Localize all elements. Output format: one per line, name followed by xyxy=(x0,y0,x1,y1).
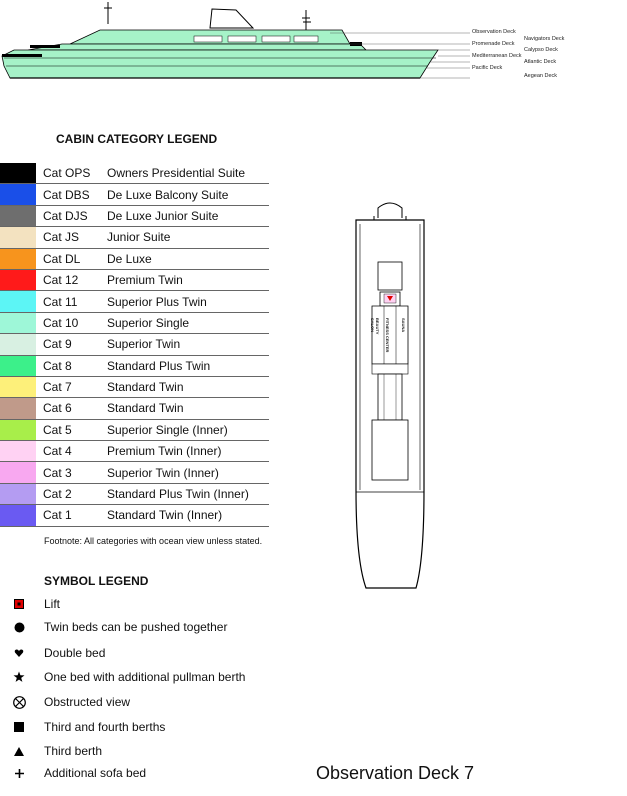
cabin-category-row xyxy=(0,270,269,291)
category-name: Superior Twin (Inner) xyxy=(107,465,219,480)
category-code: Cat DL xyxy=(43,251,81,266)
category-code: Cat 8 xyxy=(43,358,72,373)
symbol-legend-row xyxy=(0,742,102,760)
room-label-fitness-center: FITNESS CENTER xyxy=(385,318,390,353)
category-color-swatch xyxy=(0,484,36,504)
cabin-category-row xyxy=(0,334,269,355)
category-color-swatch xyxy=(0,291,36,311)
category-name: Standard Plus Twin (Inner) xyxy=(107,487,249,502)
category-color-swatch xyxy=(0,184,36,204)
category-code: Cat 4 xyxy=(43,444,72,459)
category-color-swatch xyxy=(0,270,36,290)
plus-icon xyxy=(0,769,38,778)
deck-label-navigators: Navigators Deck xyxy=(524,36,565,42)
category-name: Owners Presidential Suite xyxy=(107,166,246,181)
symbol-legend-row xyxy=(0,644,105,662)
category-name: Junior Suite xyxy=(107,230,171,245)
symbol-legend-row xyxy=(0,618,227,636)
legend-footnote: Footnote: All categories with ocean view unless stated. xyxy=(44,536,263,546)
category-code: Cat 9 xyxy=(43,337,72,352)
symbol-legend-row xyxy=(0,595,60,613)
triangle-icon xyxy=(0,747,38,756)
category-color-swatch xyxy=(0,462,36,482)
heart-icon xyxy=(0,648,38,658)
cabin-category-row xyxy=(0,291,269,312)
category-name: De Luxe Junior Suite xyxy=(107,208,219,223)
cabin-category-row xyxy=(0,249,269,270)
cabin-category-row xyxy=(0,441,269,462)
category-name: De Luxe Balcony Suite xyxy=(107,187,229,202)
deck-label-pacific: Pacific Deck xyxy=(472,65,503,71)
category-code: Cat 11 xyxy=(43,294,78,309)
deck-label-mediterranean: Mediterranean Deck xyxy=(472,53,522,59)
circled-x-icon xyxy=(0,696,38,709)
symbol-label: One bed with additional pullman berth xyxy=(44,670,246,684)
square-icon xyxy=(0,722,38,732)
symbol-legend-row xyxy=(0,693,130,711)
category-name: Superior Single xyxy=(107,315,190,330)
category-name: Superior Twin xyxy=(107,337,181,352)
category-code: Cat JS xyxy=(43,230,80,245)
cabin-category-row xyxy=(0,462,269,483)
cabin-category-row xyxy=(0,184,269,205)
deck-label-calypso: Calypso Deck xyxy=(524,47,558,53)
category-color-swatch xyxy=(0,313,36,333)
cabin-legend-title: CABIN CATEGORY LEGEND xyxy=(56,132,218,146)
category-name: Standard Twin xyxy=(107,401,184,416)
symbol-legend-row xyxy=(0,718,165,736)
ship-profile-diagram xyxy=(0,0,470,90)
category-name: Standard Twin xyxy=(107,380,184,395)
deck-label-observation: Observation Deck xyxy=(472,29,516,35)
room-label-sauna: SAUNA xyxy=(401,318,406,333)
cabin-category-row xyxy=(0,420,269,441)
deck-label-promenade: Promenade Deck xyxy=(472,41,515,47)
category-name: Superior Plus Twin xyxy=(107,294,207,309)
category-name: Premium Twin (Inner) xyxy=(107,444,222,459)
category-color-swatch xyxy=(0,163,36,183)
symbol-label: Additional sofa bed xyxy=(44,766,147,780)
category-name: Standard Plus Twin xyxy=(107,358,211,373)
category-color-swatch xyxy=(0,420,36,440)
category-name: De Luxe xyxy=(107,251,152,266)
category-name: Premium Twin xyxy=(107,273,183,288)
star-icon xyxy=(0,671,38,683)
category-code: Cat 12 xyxy=(43,273,79,288)
category-color-swatch xyxy=(0,206,36,226)
room-label-beauty-salon: BEAUTY SALON xyxy=(370,318,380,335)
symbol-legend-row xyxy=(0,668,245,686)
category-name: Standard Twin (Inner) xyxy=(107,508,223,523)
cabin-category-row xyxy=(0,163,269,184)
cabin-category-row xyxy=(0,377,269,398)
symbol-label: Third and fourth berths xyxy=(44,720,166,734)
category-code: Cat 5 xyxy=(43,422,72,437)
cabin-category-row xyxy=(0,206,269,227)
symbol-label: Third berth xyxy=(44,744,103,758)
cabin-category-row xyxy=(0,484,269,505)
category-code: Cat OPS xyxy=(43,166,91,181)
category-color-swatch xyxy=(0,398,36,418)
cabin-category-row xyxy=(0,505,269,526)
cabin-legend xyxy=(0,163,269,527)
symbol-legend-title: SYMBOL LEGEND xyxy=(44,574,149,588)
cabin-category-row xyxy=(0,398,269,419)
category-code: Cat 3 xyxy=(43,465,72,480)
category-name: Superior Single (Inner) xyxy=(107,422,228,437)
category-color-swatch xyxy=(0,249,36,269)
category-code: Cat 1 xyxy=(43,508,72,523)
symbol-label: Twin beds can be pushed together xyxy=(44,620,228,634)
category-color-swatch xyxy=(0,377,36,397)
category-code: Cat 10 xyxy=(43,315,79,330)
symbol-legend-row xyxy=(0,764,146,782)
page-title: Observation Deck 7 xyxy=(316,763,475,783)
symbol-label: Double bed xyxy=(44,646,106,660)
category-color-swatch xyxy=(0,227,36,247)
cabin-category-row xyxy=(0,313,269,334)
deck-plan-diagram xyxy=(350,200,440,595)
category-code: Cat 7 xyxy=(43,380,72,395)
category-code: Cat 2 xyxy=(43,487,72,502)
category-color-swatch xyxy=(0,505,36,525)
category-code: Cat 6 xyxy=(43,401,72,416)
category-color-swatch xyxy=(0,334,36,354)
category-color-swatch xyxy=(0,356,36,376)
deck-label-atlantic: Atlantic Deck xyxy=(524,59,557,65)
cabin-category-row xyxy=(0,356,269,377)
category-code: Cat DJS xyxy=(43,208,88,223)
circle-icon xyxy=(0,622,38,633)
category-color-swatch xyxy=(0,441,36,461)
lift-icon xyxy=(0,599,38,609)
cabin-category-row xyxy=(0,227,269,248)
symbol-label: Obstructed view xyxy=(44,695,131,709)
deck-label-aegean: Aegean Deck xyxy=(524,73,558,79)
symbol-label: Lift xyxy=(44,597,61,611)
category-code: Cat DBS xyxy=(43,187,90,202)
